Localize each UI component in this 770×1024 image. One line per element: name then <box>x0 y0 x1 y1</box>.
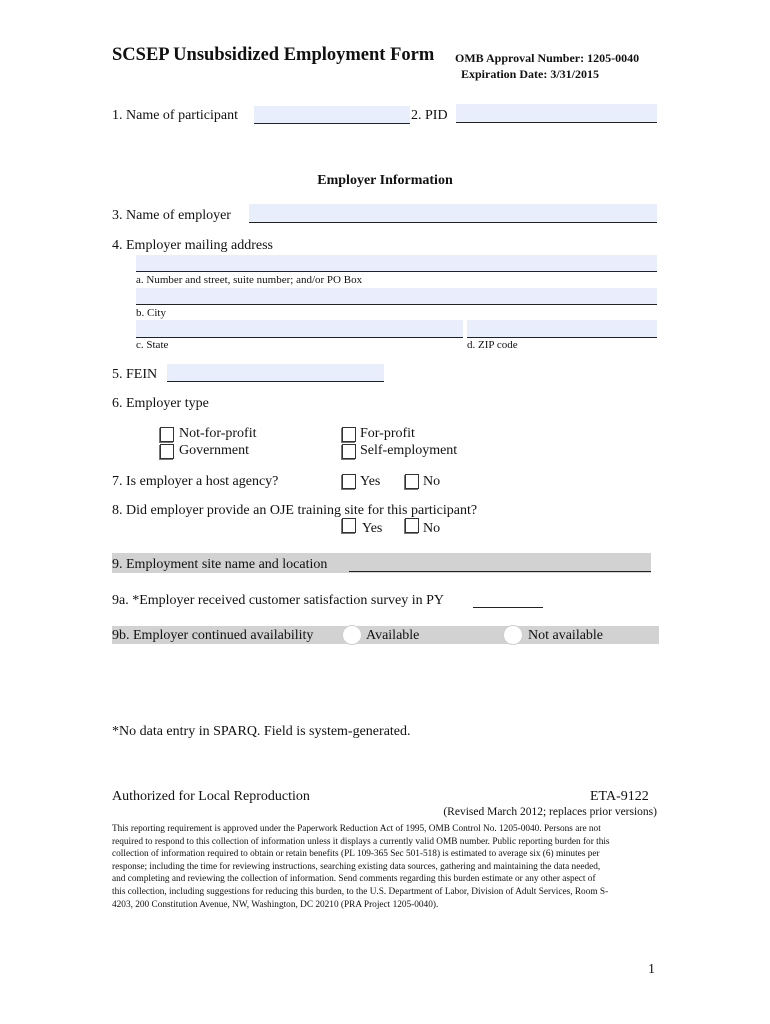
for-profit-checkbox[interactable] <box>342 427 356 442</box>
street-label: a. Number and street, suite number; and/or PO Box <box>136 274 363 286</box>
participant-name-field[interactable] <box>254 106 410 124</box>
self-employment-checkbox[interactable] <box>342 444 356 459</box>
host-agency-label: 7. Is employer a host agency? <box>112 474 279 489</box>
state-field[interactable] <box>136 320 463 338</box>
city-label: b. City <box>136 307 166 319</box>
revision-note: (Revised March 2012; replaces prior versions) <box>443 806 657 818</box>
disclaimer-line: and completing and reviewing the collection of information. Send comments regarding this burden estimate or any other aspect of <box>112 874 596 885</box>
disclaimer-line: collection of information required to obtain or retain benefits (PL 109-365 Sec 501-518) is estimated to average six (6) minutes per <box>112 849 600 860</box>
host-agency-no-label: No <box>423 474 441 489</box>
oje-yes-label: Yes <box>362 521 383 536</box>
fein-field[interactable] <box>167 364 384 382</box>
pid-label: 2. PID <box>411 108 448 123</box>
disclaimer-line: response; including the time for reviewing instructions, searching existing data sources, gathering and maintaining the data needed, <box>112 861 601 872</box>
zip-field[interactable] <box>467 320 657 338</box>
expiration-date: Expiration Date: 3/31/2015 <box>461 67 599 81</box>
oje-no-label: No <box>423 521 441 536</box>
disclaimer-line: This reporting requirement is approved under the Paperwork Reduction Act of 1995, OMB Control No. 1205-0040. Persons are not <box>112 824 601 834</box>
fein-label: 5. FEIN <box>112 367 158 382</box>
paperwork-disclaimer <box>112 823 672 911</box>
not-available-radio[interactable] <box>503 625 523 645</box>
form-number: ETA-9122 <box>590 789 649 804</box>
self-employment-label: Self-employment <box>360 443 458 458</box>
employer-type-label: 6. Employer type <box>112 396 209 411</box>
employment-site-field[interactable] <box>349 555 651 572</box>
disclaimer-line: required to respond to this collection of information unless it displays a currently valid OMB number. Public reporting burden for this <box>112 836 610 847</box>
government-checkbox[interactable] <box>160 444 174 459</box>
street-field[interactable] <box>136 255 657 272</box>
government-label: Government <box>179 443 249 458</box>
zip-label: d. ZIP code <box>467 339 518 351</box>
for-profit-label: For-profit <box>360 426 415 441</box>
available-radio[interactable] <box>342 625 362 645</box>
disclaimer-line: this collection, including suggestions for reducing this burden, to the U.S. Department of Labor, Division of Adult Services, Room S- <box>112 886 609 897</box>
oje-training-label: 8. Did employer provide an OJE training site for this participant? <box>112 503 478 518</box>
host-agency-yes-label: Yes <box>360 474 381 489</box>
city-field[interactable] <box>136 288 657 305</box>
employer-name-field[interactable] <box>249 204 657 223</box>
pid-field[interactable] <box>456 104 657 123</box>
oje-no-checkbox[interactable] <box>405 518 419 533</box>
satisfaction-survey-label: 9a. *Employer received customer satisfaction survey in PY <box>112 593 445 608</box>
system-generated-note: *No data entry in SPARQ. Field is system-generated. <box>112 724 411 739</box>
participant-name-label: 1. Name of participant <box>112 108 238 123</box>
employer-name-label: 3. Name of employer <box>112 208 231 223</box>
state-label: c. State <box>136 339 169 351</box>
host-agency-no-checkbox[interactable] <box>405 474 419 489</box>
oje-yes-checkbox[interactable] <box>342 518 356 533</box>
omb-approval-number: OMB Approval Number: 1205-0040 <box>455 51 640 65</box>
not-for-profit-label: Not-for-profit <box>179 426 257 441</box>
mailing-address-label: 4. Employer mailing address <box>112 238 273 253</box>
authorized-reproduction: Authorized for Local Reproduction <box>112 789 310 804</box>
not-available-label: Not available <box>528 628 604 643</box>
employment-site-label: 9. Employment site name and location <box>112 557 328 572</box>
satisfaction-survey-field <box>473 590 543 608</box>
available-label: Available <box>366 628 420 643</box>
disclaimer-line: 4203, 200 Constitution Avenue, NW, Washington, DC 20210 (PRA Project 1205-0040). <box>112 899 439 910</box>
employer-information-heading: Employer Information <box>317 173 453 188</box>
host-agency-yes-checkbox[interactable] <box>342 474 356 489</box>
page-number: 1 <box>648 962 655 977</box>
continued-availability-label: 9b. Employer continued availability <box>112 628 314 643</box>
form-title: SCSEP Unsubsidized Employment Form <box>112 45 435 65</box>
not-for-profit-checkbox[interactable] <box>160 427 174 442</box>
